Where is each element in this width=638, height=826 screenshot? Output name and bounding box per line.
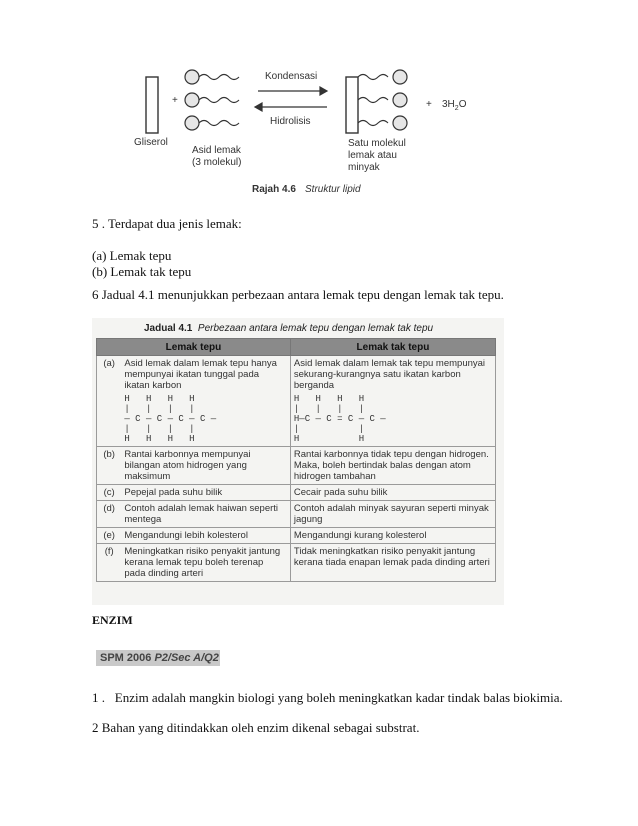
cell-left: Rantai karbonnya mempunyai bilangan atom hidrogen yang maksimum — [121, 447, 290, 485]
glycerol-shape — [146, 77, 158, 133]
cell-left: Mengandungi lebih kolesterol — [121, 528, 290, 544]
table-row: (c) Pepejal pada suhu bilik Cecair pada suhu bilik — [97, 485, 496, 501]
item-a: (a) Lemak tepu — [92, 248, 172, 263]
cell-left: Meningkatkan risiko penyakit jantung kerana lemak tepu boleh terenap pada dinding arteri — [121, 544, 290, 582]
cell-right: Contoh adalah minyak sayuran seperti minyak jagung — [290, 501, 495, 528]
table-row: (e) Mengandungi lebih kolesterol Mengandungi kurang kolesterol — [97, 528, 496, 544]
paragraph-6: 6 Jadual 4.1 menunjukkan perbezaan antara lemak tepu dengan lemak tak tepu. — [92, 287, 504, 302]
enzim-point-2: 2 Bahan yang ditindakkan oleh enzim dikenal sebagai substrat. — [92, 720, 420, 735]
asid-lemak-count-label: (3 molekul) — [192, 157, 242, 168]
cell-right: Asid lemak dalam lemak tak tepu mempunyai sekurang-kurangnya satu ikatan karbon berganda — [293, 358, 486, 391]
figure-caption-label: Rajah 4.6 — [252, 184, 296, 195]
cell-right: Rantai karbonnya tidak tepu dengan hidrogen. Maka, boleh bertindak balas dengan atom hidrogen tambahan — [290, 447, 495, 485]
saturated-structure: H H H H | | | | — C — C — C — C — | | | | H H H H — [124, 394, 217, 444]
table-row: (f) Meningkatkan risiko penyakit jantung kerana lemak tepu boleh terenap pada dinding arteri Tidak meningkatkan risiko penyakit jantung kerana tiada enapan lemak pada dinding arteri — [97, 544, 496, 582]
table-caption: Jadual 4.1 Perbezaan antara lemak tepu dengan lemak tak tepu — [144, 323, 434, 334]
product-label-line1: Satu molekul — [348, 138, 406, 149]
header-lemak-tak-tepu: Lemak tak tepu — [290, 339, 495, 356]
kondensasi-label: Kondensasi — [265, 71, 318, 82]
asid-lemak-label: Asid lemak — [192, 145, 241, 156]
product-glycerol-shape — [346, 77, 358, 133]
figure-caption-text: Struktur lipid — [305, 184, 361, 195]
fat-comparison-table — [96, 338, 496, 582]
enzim-point-1: 1 . Enzim adalah mangkin biologi yang boleh meningkatkan kadar tindak balas biokimia. — [92, 690, 563, 705]
fat-comparison-table-image — [92, 318, 504, 605]
cell-right: Tidak meningkatkan risiko penyakit jantung kerana tiada enapan lemak pada dinding arteri — [290, 544, 495, 582]
header-lemak-tepu: Lemak tepu — [97, 339, 291, 356]
paragraph-5: 5 . Terdapat dua jenis lemak: — [92, 216, 242, 231]
item-b: (b) Lemak tak tepu — [92, 264, 192, 279]
table-row: (a) Asid lemak dalam lemak tepu hanya mempunyai ikatan tunggal pada ikatan karbon H H H H | | | | — C — C — C — C — | | | | H H H H Asid lemak dalam lemak tak tepu mempunyai sekurang-kurangnya satu ikatan karbon berganda H H H H | | | | H—C — C = C — C — | | H H — [97, 356, 496, 447]
table-row: (b) Rantai karbonnya mempunyai bilangan atom hidrogen yang maksimum Rantai karbonnya tidak tepu dengan hidrogen. Maka, boleh bertindak balas dengan atom hidrogen tambahan — [97, 447, 496, 485]
product-fatty-acids — [393, 70, 407, 130]
water-label: $3H_2O$ — [442, 99, 467, 112]
product-label-line3: minyak — [348, 162, 380, 173]
spm-reference-badge: SPM 2006 P2/Sec A/Q2 — [96, 650, 220, 666]
fatty-acid-molecules — [185, 70, 199, 130]
cell-left: Contoh adalah lemak haiwan seperti mentega — [121, 501, 290, 528]
cell-left: Asid lemak dalam lemak tepu hanya mempunyai ikatan tunggal pada ikatan karbon — [124, 358, 277, 391]
cell-right: Mengandungi kurang kolesterol — [290, 528, 495, 544]
plus-sign-2: + — [426, 99, 432, 110]
cell-left: Pepejal pada suhu bilik — [121, 485, 290, 501]
gliserol-label: Gliserol — [134, 137, 168, 148]
enzim-heading: ENZIM — [92, 613, 133, 627]
lipid-structure-diagram — [120, 55, 520, 215]
table-row: (d) Contoh adalah lemak haiwan seperti mentega Contoh adalah minyak sayuran seperti minyak jagung — [97, 501, 496, 528]
product-label-line2: lemak atau — [348, 150, 397, 161]
hidrolisis-label: Hidrolisis — [270, 116, 311, 127]
unsaturated-structure: H H H H | | | | H—C — C = C — C — | | H H — [293, 394, 386, 444]
cell-right: Cecair pada suhu bilik — [290, 485, 495, 501]
plus-sign: + — [172, 95, 178, 106]
